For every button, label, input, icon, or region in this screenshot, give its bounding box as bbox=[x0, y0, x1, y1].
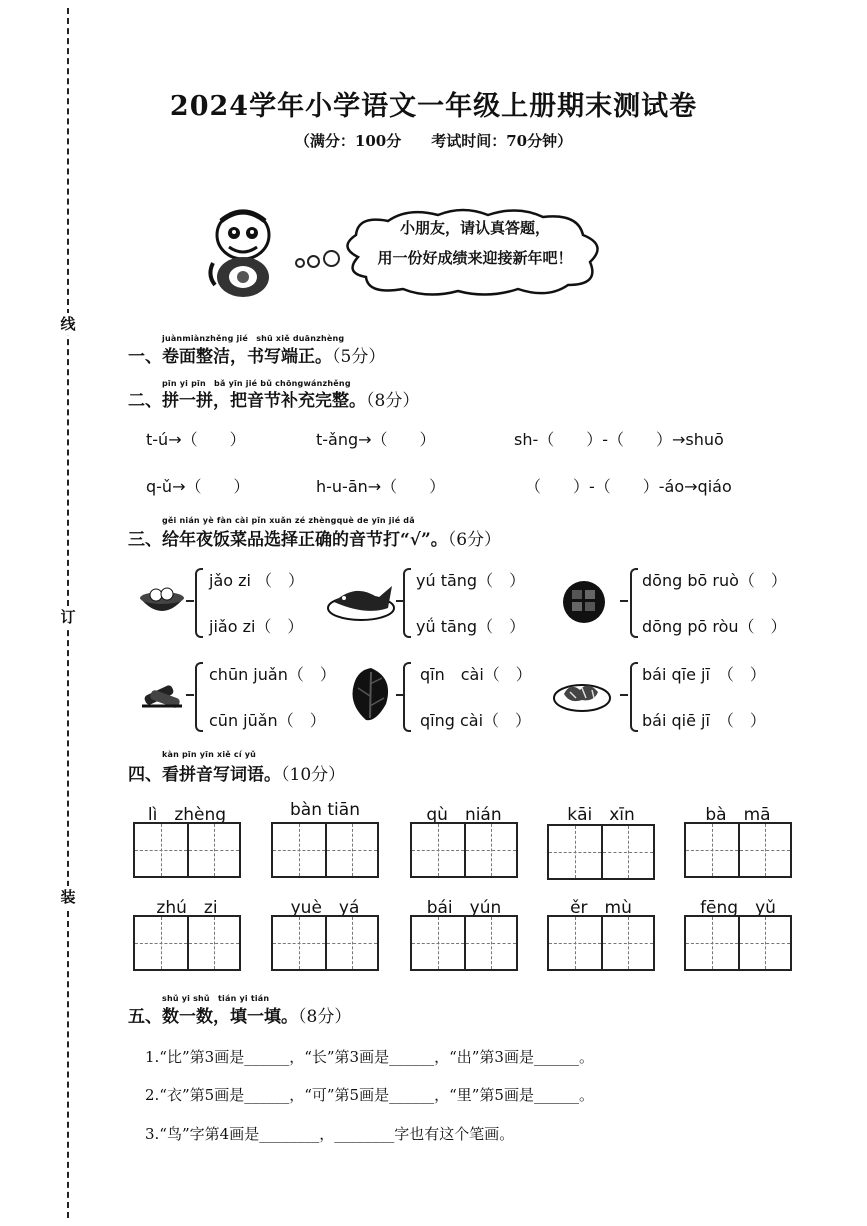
section-1-points: （5分） bbox=[332, 347, 386, 367]
word-6-grid[interactable] bbox=[133, 915, 241, 971]
grid-cell[interactable] bbox=[187, 824, 239, 876]
grid-cell[interactable] bbox=[601, 917, 653, 969]
word-6-syllable-2: zi bbox=[203, 898, 218, 918]
s3-item-4-a: chūn juǎn（ ） bbox=[209, 665, 336, 684]
section-2-points: （8分） bbox=[366, 391, 420, 411]
white-cut-chicken-icon bbox=[552, 672, 612, 714]
section-4-text: 四、看拼音写词语。 bbox=[128, 765, 281, 785]
grid-cell[interactable] bbox=[412, 824, 464, 876]
section-1-heading bbox=[128, 342, 385, 367]
section-5-text: 五、数一数，填一填。 bbox=[128, 1007, 298, 1027]
page-title: 2024学年小学语文一年级上册期末测试卷 bbox=[169, 91, 698, 122]
section-3-heading bbox=[128, 525, 501, 550]
speech-line-1: 小朋友，请认真答题， bbox=[399, 219, 550, 237]
word-2-syllable-1: bàn bbox=[290, 800, 322, 820]
grid-cell[interactable] bbox=[273, 917, 325, 969]
word-10-syllable-2: yǔ bbox=[755, 898, 776, 918]
grid-cell[interactable] bbox=[325, 824, 377, 876]
green-vegetables-icon bbox=[346, 664, 396, 724]
section-3-text: 三、给年夜饭菜品选择正确的音节打“√”。 bbox=[128, 530, 448, 550]
brace-1-stem bbox=[186, 600, 194, 602]
word-5-grid[interactable] bbox=[684, 822, 792, 878]
grid-cell[interactable] bbox=[464, 824, 516, 876]
s3-item-5-b: qīng cài（ ） bbox=[420, 711, 532, 730]
grid-cell[interactable] bbox=[738, 824, 790, 876]
grid-cell[interactable] bbox=[686, 824, 738, 876]
s5-question-3: 3.“鸟”字第4画是________，________字也有这个笔画。 bbox=[145, 1125, 515, 1143]
speech-text bbox=[350, 213, 600, 273]
grid-cell[interactable] bbox=[601, 826, 653, 878]
word-10-grid[interactable] bbox=[684, 915, 792, 971]
section-3-points: （6分） bbox=[447, 530, 502, 550]
word-3-grid[interactable] bbox=[410, 822, 518, 878]
speech-line-2: 用一份好成绩来迎接新年吧！ bbox=[377, 249, 573, 267]
grid-cell[interactable] bbox=[686, 917, 738, 969]
s3-item-4-b: cūn jūǎn（ ） bbox=[209, 711, 326, 730]
spring-rolls-icon bbox=[140, 676, 184, 710]
section-5-points: （8分） bbox=[298, 1007, 352, 1027]
section-1-text: 一、卷面整洁，书写端正。 bbox=[128, 347, 332, 367]
word-3-syllable-2: nián bbox=[464, 805, 502, 825]
word-9-syllable-1: ěr bbox=[570, 898, 588, 918]
brace-4 bbox=[195, 662, 203, 732]
word-9-syllable-2: mù bbox=[604, 898, 632, 918]
s3-pinyin: gěi nián yè fàn cài pǐn xuǎn zé zhèngquè de yīn jié dǎ bbox=[162, 516, 415, 525]
s4-pinyin: kàn pīn yīn xiě cí yǔ bbox=[162, 750, 257, 759]
brace-1 bbox=[195, 568, 203, 638]
word-5-syllable-1: bà bbox=[705, 805, 727, 825]
word-5-syllable-2: mā bbox=[743, 805, 771, 825]
s3-item-1-a: jǎo zi （ ） bbox=[209, 571, 305, 590]
s5-pinyin: shǔ yi shǔ tián yi tián bbox=[162, 994, 270, 1003]
s3-item-5-a: qīn cài（ ） bbox=[420, 665, 532, 684]
s2-pinyin: pīn yi pīn bǎ yīn jié bǔ chōngwánzhěng bbox=[162, 379, 351, 388]
brace-3 bbox=[630, 568, 638, 638]
binding-char-xian: 线 bbox=[58, 313, 78, 335]
s2-r2-item-2: h-u-ān→（ ） bbox=[316, 477, 446, 496]
s2-r1-item-1: t-ú→（ ） bbox=[146, 430, 246, 449]
section-4-heading bbox=[128, 760, 345, 785]
word-2-pinyin bbox=[271, 800, 379, 820]
brace-6 bbox=[630, 662, 638, 732]
page-subtitle: （满分：100分 考试时间：70分钟） bbox=[294, 132, 573, 150]
word-4-syllable-1: kāi bbox=[567, 805, 593, 825]
section-4-points: （10分） bbox=[281, 765, 346, 785]
section-5-heading bbox=[128, 1002, 351, 1027]
word-1-syllable-2: zhèng bbox=[174, 805, 227, 825]
word-4-grid[interactable] bbox=[547, 824, 655, 880]
s5-question-1: 1.“比”第3画是______，“长”第3画是______，“出”第3画是______。 bbox=[145, 1048, 594, 1066]
dongpo-pork-icon bbox=[560, 578, 608, 624]
brace-2-stem bbox=[396, 600, 404, 602]
word-8-syllable-1: bái bbox=[426, 898, 453, 918]
brace-6-stem bbox=[620, 694, 628, 696]
binding-char-zhuang: 装 bbox=[58, 886, 78, 908]
word-10-syllable-1: fēng bbox=[700, 898, 739, 918]
word-9-grid[interactable] bbox=[547, 915, 655, 971]
brace-4-stem bbox=[186, 694, 194, 696]
brace-5-stem bbox=[396, 694, 404, 696]
grid-cell[interactable] bbox=[135, 824, 187, 876]
word-1-grid[interactable] bbox=[133, 822, 241, 878]
word-1-syllable-1: lì bbox=[147, 805, 158, 825]
grid-cell[interactable] bbox=[135, 917, 187, 969]
grid-cell[interactable] bbox=[412, 917, 464, 969]
brace-3-stem bbox=[620, 600, 628, 602]
grid-cell[interactable] bbox=[738, 917, 790, 969]
word-7-syllable-1: yuè bbox=[290, 898, 322, 918]
dumplings-icon bbox=[138, 580, 186, 620]
binding-line bbox=[58, 0, 78, 1226]
grid-cell[interactable] bbox=[273, 824, 325, 876]
brace-5 bbox=[403, 662, 411, 732]
grid-cell[interactable] bbox=[549, 826, 601, 878]
s2-r2-item-3: （ ）-（ ）-áo→qiáo bbox=[525, 477, 732, 496]
s3-item-3-b: dōng pō ròu（ ） bbox=[642, 617, 787, 636]
s2-r1-item-3: sh-（ ）-（ ）→shuō bbox=[514, 430, 724, 449]
word-6-syllable-1: zhú bbox=[156, 898, 187, 918]
fish-icon bbox=[326, 578, 396, 622]
s3-item-3-a: dōng bō ruò（ ） bbox=[642, 571, 787, 590]
word-7-syllable-2: yá bbox=[338, 898, 360, 918]
s3-item-6-a: bái qīe jī （ ） bbox=[642, 665, 766, 684]
word-7-grid[interactable] bbox=[271, 915, 379, 971]
s5-question-2: 2.“衣”第5画是______，“可”第5画是______，“里”第5画是______。 bbox=[145, 1086, 594, 1104]
s3-item-2-b: yǘ tāng（ ） bbox=[416, 617, 526, 636]
grid-cell[interactable] bbox=[325, 917, 377, 969]
grid-cell[interactable] bbox=[464, 917, 516, 969]
s3-item-6-b: bái qiē jī （ ） bbox=[642, 711, 766, 730]
s2-r1-item-2: t-ǎng→（ ） bbox=[316, 430, 436, 449]
grid-cell[interactable] bbox=[187, 917, 239, 969]
word-2-syllable-2: tiān bbox=[327, 800, 360, 820]
word-8-syllable-2: yún bbox=[469, 898, 502, 918]
section-2-heading bbox=[128, 386, 419, 411]
grid-cell[interactable] bbox=[549, 917, 601, 969]
word-8-grid[interactable] bbox=[410, 915, 518, 971]
section-2-text: 二、拼一拼，把音节补充完整。 bbox=[128, 391, 366, 411]
s3-item-2-a: yú tāng（ ） bbox=[416, 571, 526, 590]
lion-mascot-icon bbox=[205, 205, 280, 300]
brace-2 bbox=[403, 568, 411, 638]
s1-pinyin: juànmiànzhěng jié shū xiě duānzhèng bbox=[162, 334, 345, 343]
word-4-syllable-2: xīn bbox=[609, 805, 635, 825]
s2-r2-item-1: q-ǔ→（ ） bbox=[146, 477, 250, 496]
word-4-pinyin bbox=[547, 800, 655, 825]
binding-char-ding: 订 bbox=[58, 606, 78, 628]
s3-item-1-b: jiǎo zi（ ） bbox=[209, 617, 304, 636]
word-2-grid[interactable] bbox=[271, 822, 379, 878]
word-3-syllable-1: qù bbox=[426, 805, 448, 825]
